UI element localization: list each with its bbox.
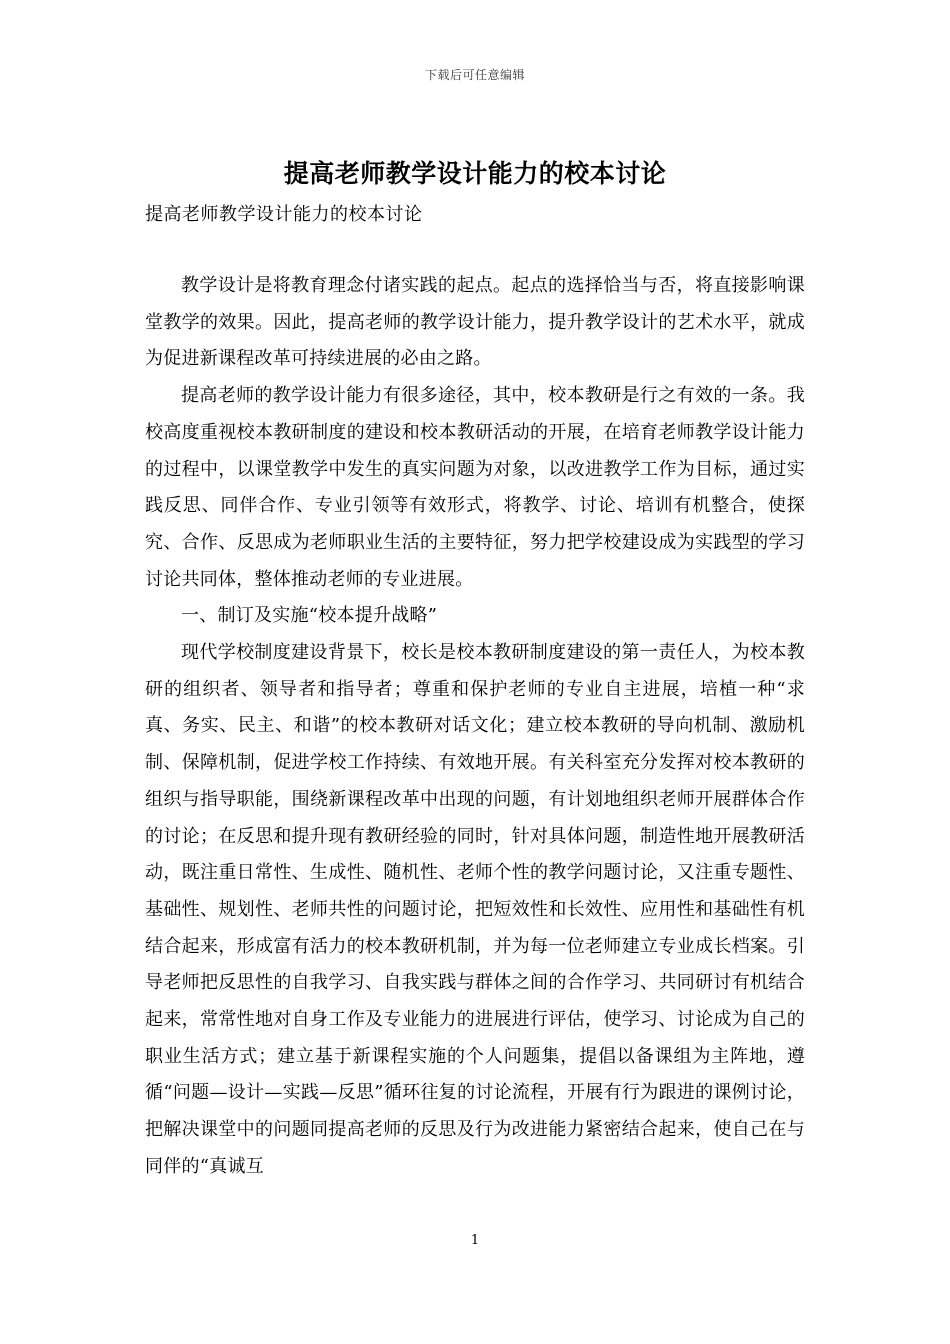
section-heading: 一、制订及实施“校本提升战略” [181, 605, 438, 627]
page-header: 下载后可任意编辑 [424, 68, 525, 82]
paragraph-strategy: 现代学校制度建设背景下，校长是校本教研制度建设的第一责任人，为校本教研的组织者、领导者和指导者；尊重和保护老师的专业自主进展，培植一种“求真、务实、民主、和谐”的校本教研对话文化；建立校本教研的导向机制、激励机制、保障机制，促进学校工作持续、有效地开展。有关科室充分发挥对校本教研的组织与指导职能，围绕新课程改革中出现的问题，有计划地组织老师开展群体合作的讨论；在反思和提升现有教研经验的同时，针对具体问题，制造性地开展教研活动，既注重日常性、生成性、随机性、老师个性的教学问题讨论，又注重专题性、基础性、规划性、老师共性的问题讨论，把短效性和长效性、应用性和基础性有机结合起来，形成富有活力的校本教研机制，并为每一位老师建立专业成长档案。引导老师把反思性的自我学习、自我实践与群体之间的合作学习、共同研讨有机结合起来，常常性地对自身工作及专业能力的进展进行评估，使学习、讨论成为自己的职业生活方式；建立基于新课程实施的个人问题集，提倡以备课组为主阵地，遵循“问题—设计—实践—反思”循环往复的讨论流程，开展有行为跟进的课例讨论，把解决课堂中的问题同提高老师的反思及行为改进能力紧密结合起来，使自己在与同伴的“真诚互 [145, 642, 805, 1177]
paragraph-intro: 教学设计是将教育理念付诸实践的起点。起点的选择恰当与否，将直接影响课堂教学的效果。因此，提高老师的教学设计能力，提升教学设计的艺术水平，就成为促进新课程改革可持续进展的必由之路。 [145, 275, 805, 370]
document-subtitle: 提高老师教学设计能力的校本讨论 [145, 204, 423, 225]
page-number: 1 [470, 1233, 480, 1248]
document-body [145, 268, 805, 1186]
paragraph-approach: 提高老师的教学设计能力有很多途径，其中，校本教研是行之有效的一条。我校高度重视校本教研制度的建设和校本教研活动的开展，在培育老师教学设计能力的过程中，以课堂教学中发生的真实问题为对象，以改进教学工作为目标，通过实践反思、同伴合作、专业引领等有效形式，将教学、讨论、培训有机整合，使探究、合作、反思成为老师职业生活的主要特征，努力把学校建设成为实践型的学习讨论共同体，整体推动老师的专业进展。 [145, 385, 805, 590]
document-title: 提高老师教学设计能力的校本讨论 [283, 159, 667, 188]
